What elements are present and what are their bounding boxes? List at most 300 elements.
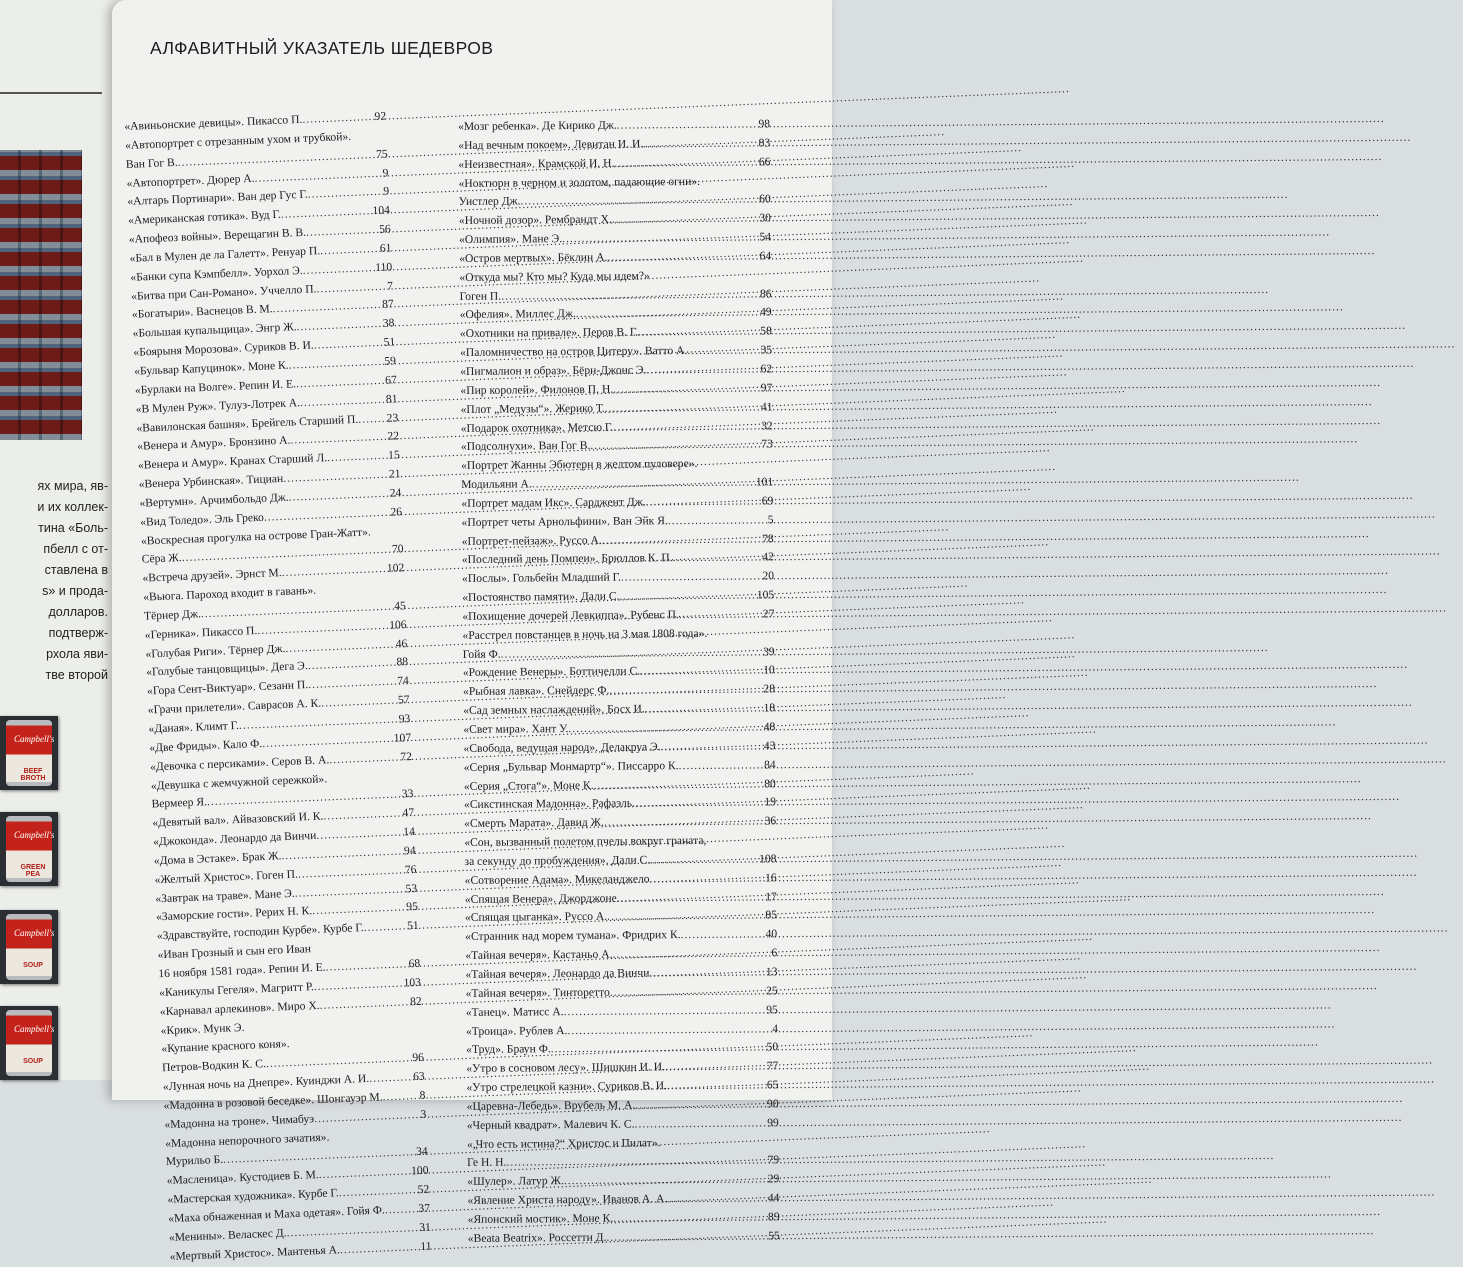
entry-title: «Джоконда». Леонардо да Винчи xyxy=(153,827,317,852)
dot-leader xyxy=(673,549,763,569)
entry-title: «Шулер». Латур Ж. xyxy=(467,1172,564,1192)
dot-leader xyxy=(532,473,756,494)
index-column-right xyxy=(458,115,780,1248)
page-number: 7 xyxy=(387,277,394,296)
page-number: 28 xyxy=(763,681,775,700)
entry-title: «Над вечным покоем». Левитан И. И. xyxy=(458,135,643,155)
page-number: 34 xyxy=(416,1143,428,1162)
text-line: s» и прода- xyxy=(0,581,108,602)
page-number: 64 xyxy=(760,247,772,266)
entry-title: «Неизвестная». Крамской И. Н. xyxy=(458,154,614,174)
entry-title: «„Что есть истина?“ Христос и Пилат». xyxy=(467,1134,661,1155)
entry-title: «Танец». Матисс А. xyxy=(466,1003,564,1023)
entry-title: «Автопортрет». Дюрер А. xyxy=(126,169,255,193)
dot-leader xyxy=(602,530,762,550)
page-number: 35 xyxy=(760,341,772,360)
page-number: 106 xyxy=(389,616,407,636)
page-number: 32 xyxy=(761,417,773,436)
entry-title: «Две Фриды». Кало Ф. xyxy=(149,735,263,758)
page-number: 30 xyxy=(759,209,771,228)
dot-leader xyxy=(327,447,389,468)
page-number: 61 xyxy=(379,239,391,258)
can-sublabel: BEEF BROTH xyxy=(14,768,52,782)
dot-leader xyxy=(646,360,760,380)
dot-leader xyxy=(632,794,764,814)
page-number: 9 xyxy=(382,164,389,183)
dot-leader xyxy=(604,813,765,833)
page-number: 107 xyxy=(393,729,411,749)
entry-title: «Девушка с жемчужной сережкой». xyxy=(150,770,327,796)
page-number: 82 xyxy=(410,992,422,1011)
page-number: 46 xyxy=(395,635,407,654)
dot-leader xyxy=(697,454,773,474)
page-number: 86 xyxy=(760,285,772,304)
entry-title: «Американская готика». Вуд Г. xyxy=(128,206,281,231)
page-number: 66 xyxy=(759,153,771,172)
dot-leader xyxy=(564,1001,767,1022)
text-line: тве второй xyxy=(0,665,108,686)
page-number: 85 xyxy=(765,907,777,926)
entry-title: «Утро в сосновом лесу». Шишкин И. И. xyxy=(466,1058,665,1079)
dot-leader xyxy=(351,126,388,146)
text-line: и их коллек- xyxy=(0,497,108,518)
entry-title: «Тайная вечеря». Кастаньо А. xyxy=(465,946,612,966)
text-line: ях мира, яв- xyxy=(0,476,108,497)
page-number: 63 xyxy=(413,1068,425,1087)
page-number: 44 xyxy=(768,1189,780,1208)
entry-title: «Троица». Рублев А. xyxy=(466,1022,568,1042)
entry-title: «Девятый вал». Айвазовский И. К. xyxy=(152,808,324,834)
page-number: 62 xyxy=(761,360,773,379)
page-number: 102 xyxy=(387,559,405,579)
entry-title: «Гора Сент-Виктуар». Сезанн П. xyxy=(147,676,309,701)
entry-title: «Расстрел повстанцев в ночь на 3 мая 1808 года». xyxy=(462,625,707,646)
entry-title: «Ноктюрн в черном и золотом, падающие огни». xyxy=(458,172,700,193)
dot-leader xyxy=(382,1087,420,1107)
entry-title: «Венера и Амур». Кранах Старший Л. xyxy=(138,449,328,475)
entry-title: «Сон, вызванный полетом пчелы вокруг граната, xyxy=(464,832,706,853)
entry-title: «Девочка с персиками». Серов В. А. xyxy=(150,751,330,777)
entry-title: «Грачи прилетели». Саврасов А. К. xyxy=(147,695,321,721)
dot-leader xyxy=(667,1076,767,1096)
page-number: 27 xyxy=(763,605,775,624)
entry-title: «Труд». Браун Ф. xyxy=(466,1041,551,1061)
page-number: 99 xyxy=(767,1114,779,1133)
dot-leader xyxy=(679,756,765,776)
text-line: долларов. xyxy=(0,602,108,623)
dot-leader xyxy=(564,1171,768,1192)
divider xyxy=(0,92,102,94)
page-number: 5 xyxy=(768,511,774,530)
entry-title: Мурильо Б. xyxy=(166,1151,224,1172)
page-title: АЛФАВИТНЫЙ УКАЗАТЕЛЬ ШЕДЕВРОВ xyxy=(150,38,493,59)
page-number: 15 xyxy=(388,446,400,465)
page-number: 70 xyxy=(392,541,404,560)
page-number: 47 xyxy=(402,804,414,823)
page-number: 90 xyxy=(767,1095,779,1114)
entry-title: «Портрет Жанны Эбютерн в желтом пуловере». xyxy=(461,455,698,476)
entry-title: «Постоянство памяти». Дали С. xyxy=(462,588,619,608)
page-number: 25 xyxy=(766,982,778,1001)
dot-leader xyxy=(668,511,768,531)
page-number: 110 xyxy=(375,258,393,278)
soup-cans-painting xyxy=(0,150,82,440)
entry-title: «Сад земных наслаждений». Босх И. xyxy=(463,701,645,721)
entry-title: «Вавилонская башня». Брейгель Старший П. xyxy=(136,410,359,438)
dot-leader xyxy=(649,963,766,983)
page-number: 57 xyxy=(398,691,410,710)
entry-title: «Вертумн». Арчимбольдо Дж. xyxy=(139,489,289,514)
entry-title: «Бал в Мулен де ла Галетт». Ренуар П. xyxy=(129,242,320,268)
index-entry xyxy=(468,1227,780,1249)
entry-title: «Маха обнаженная и Маха одетая». Гойя Ф. xyxy=(168,1201,385,1229)
entry-title: «Beata Beatrix». Россетти Д. xyxy=(468,1229,607,1249)
page-number: 97 xyxy=(761,379,773,398)
entry-title: «Завтрак на траве». Мане Э. xyxy=(155,884,295,908)
entry-title: «Боярыня Морозова». Суриков В. И. xyxy=(133,337,314,363)
page-number: 60 xyxy=(759,191,771,210)
dot-leader xyxy=(320,240,381,261)
dot-leader xyxy=(650,850,759,870)
entry-title: Ван Гог В. xyxy=(126,154,178,175)
page-number: 59 xyxy=(384,352,396,371)
page-number: 92 xyxy=(374,107,386,126)
text-line: тина «Боль- xyxy=(0,518,108,539)
dot-leader xyxy=(687,341,760,360)
can-sublabel: SOUP xyxy=(14,962,52,969)
dot-leader xyxy=(369,1068,414,1089)
entry-title: «Свет мира». Хант У. xyxy=(463,720,568,740)
can-sublabel: SOUP xyxy=(14,1058,52,1065)
can-label: Campbell's xyxy=(14,928,52,938)
dot-leader xyxy=(501,285,760,306)
page-number: 10 xyxy=(763,662,775,681)
entry-title: «Голубые танцовщицы». Дега Э. xyxy=(146,658,308,683)
entry-title: «Воскресная прогулка на острове Гран-Жатт». xyxy=(141,523,372,551)
entry-title: «Послы». Гольбейн Младший Г. xyxy=(462,569,621,589)
page-number: 33 xyxy=(401,785,413,804)
entry-title: «Автопортрет с отрезанным ухом и трубкой». xyxy=(125,128,352,156)
dot-leader xyxy=(567,1020,772,1041)
page-number: 96 xyxy=(412,1049,424,1068)
can-label: Campbell's xyxy=(14,830,52,840)
text-line: рхола яви- xyxy=(0,644,108,665)
entry-title: «Алтарь Портинари». Ван дер Гус Г. xyxy=(127,186,308,212)
page-number: 67 xyxy=(385,371,397,390)
entry-title: «Богатыри». Васнецов В. М. xyxy=(132,301,273,325)
page-number: 103 xyxy=(403,974,421,994)
entry-title: «Тайная вечеря». Леонардо да Винчи xyxy=(465,964,649,984)
entry-title: «Откуда мы? Кто мы? Куда мы идем?» xyxy=(459,267,650,288)
dot-leader xyxy=(640,662,763,682)
entry-title: «Мозг ребенка». Де Кирико Дж. xyxy=(458,117,617,137)
entry-title: «Купание красного коня». xyxy=(161,1035,290,1059)
entry-title: «Тайная вечеря». Тинторетто xyxy=(466,984,610,1004)
entry-title: 16 ноября 1581 года». Репин И. Е. xyxy=(158,959,326,985)
entry-title: Сёра Ж. xyxy=(141,549,182,569)
dot-leader xyxy=(594,775,765,795)
dot-leader xyxy=(612,944,771,964)
entry-title: «Здравствуйте, господин Курбе». Курбе Г. xyxy=(157,919,365,946)
dot-leader xyxy=(621,568,763,588)
entry-title: «Рыбная лавка». Снейдерс Ф. xyxy=(463,682,610,702)
entry-title: «Смерть Марата». Давид Ж. xyxy=(464,814,604,834)
page-number: 93 xyxy=(398,710,410,729)
entry-title: «Пир королей». Филонов П. Н. xyxy=(460,380,613,400)
entry-title: «Бурлаки на Волге». Репин И. Е. xyxy=(135,375,297,400)
page-number: 45 xyxy=(394,597,406,616)
page-number: 39 xyxy=(763,643,775,662)
page-number: 54 xyxy=(759,228,771,247)
entry-title: «Дома в Эстаке». Брак Ж. xyxy=(153,847,281,871)
page-number: 76 xyxy=(404,861,416,880)
entry-title: Вермеер Я. xyxy=(151,794,207,815)
page-number: 80 xyxy=(764,775,776,794)
page-number: 6 xyxy=(771,944,777,963)
entry-title: «Японский мостик». Моне К. xyxy=(468,1210,614,1230)
page-number: 14 xyxy=(403,823,415,842)
entry-title: «Подсолнухи». Ван Гог В. xyxy=(461,437,591,457)
page-number: 53 xyxy=(405,879,417,898)
entry-title: «Герника». Пикассо П. xyxy=(144,622,257,645)
dot-leader xyxy=(635,1095,767,1115)
entry-title: «Ночной дозор». Рембрандт Х. xyxy=(459,211,612,231)
page-number: 77 xyxy=(767,1057,779,1076)
page-number: 69 xyxy=(762,492,774,511)
can-label: Campbell's xyxy=(14,1024,52,1034)
page-number: 29 xyxy=(768,1170,780,1189)
page-number: 73 xyxy=(761,436,773,455)
entry-title: за секунду до пробуждения». Дали С. xyxy=(464,851,650,871)
page-number: 94 xyxy=(404,842,416,861)
dot-leader xyxy=(613,379,761,399)
page-number: 8 xyxy=(419,1087,426,1106)
page-number: 100 xyxy=(411,1162,429,1182)
page-number: 24 xyxy=(389,484,401,503)
page-number: 17 xyxy=(765,888,777,907)
page-number: 79 xyxy=(767,1152,779,1171)
entry-title: «Похищение дочерей Левкиппа». Рубенс П. xyxy=(462,606,679,627)
page-number: 108 xyxy=(759,850,777,869)
entry-title: «Портрет четы Арнольфини». Ван Эйк Я. xyxy=(461,512,667,533)
text-line: ставлена в xyxy=(0,560,108,581)
dot-leader xyxy=(645,700,764,720)
page-number: 81 xyxy=(386,390,398,409)
entry-title: «Серия „Стога“». Моне К. xyxy=(464,776,594,796)
dot-leader xyxy=(384,1200,418,1220)
entry-title: «Иван Грозный и сын его Иван xyxy=(157,940,311,965)
dot-leader xyxy=(646,492,762,512)
page-number: 89 xyxy=(768,1208,780,1227)
dot-leader xyxy=(609,681,763,701)
page-number: 98 xyxy=(758,115,770,134)
dot-leader xyxy=(619,587,756,607)
page-number: 21 xyxy=(389,465,401,484)
entry-title: «Битва при Сан-Романо». Уччелло П. xyxy=(131,280,317,306)
entry-title: «Плот „Медузы“». Жерико Т. xyxy=(460,399,604,419)
dot-leader xyxy=(590,436,761,456)
dot-leader xyxy=(643,134,759,154)
dot-leader xyxy=(667,1189,768,1209)
entry-title: «Крик». Мунк Э. xyxy=(160,1018,245,1040)
page-number: 88 xyxy=(396,654,408,673)
entry-title: «Лунная ночь на Днепре». Куинджи А. И. xyxy=(163,1070,370,1097)
page-number: 22 xyxy=(387,428,399,447)
entry-title: «Менины». Веласкес Д. xyxy=(169,1224,287,1248)
entry-title: «Портрет-пейзаж». Руссо А. xyxy=(462,531,602,551)
entry-title: «Сотворение Адама». Микеланджело xyxy=(465,870,650,890)
page-number: 68 xyxy=(408,955,420,974)
page-number: 40 xyxy=(765,926,777,945)
dot-leader xyxy=(568,718,764,739)
entry-title: Уистлер Дж. xyxy=(459,193,521,212)
page-number: 48 xyxy=(764,718,776,737)
dot-leader xyxy=(370,522,403,542)
entry-title: «Остров мертвых». Бёклин А. xyxy=(459,249,607,269)
dot-leader xyxy=(617,888,766,908)
entry-title: «Офелия». Миллес Дж. xyxy=(460,305,576,325)
dot-leader xyxy=(706,831,776,850)
soup-can-image xyxy=(0,1006,58,1080)
dot-leader xyxy=(617,115,759,135)
entry-title: «Бульвар Капуцинок». Моне К. xyxy=(134,357,289,382)
page-number: 72 xyxy=(400,748,412,767)
entry-title: Петров-Водкин К. С. xyxy=(162,1055,267,1078)
page-number: 37 xyxy=(418,1200,430,1219)
entry-title: «Желтый Христос». Гоген П. xyxy=(154,865,298,890)
page-number: 101 xyxy=(756,473,774,492)
entry-title: «Карнавал арлекинов». Миро Х. xyxy=(160,997,320,1022)
entry-title: «Сикстинская Мадонна». Рафаэль xyxy=(464,795,632,815)
page-number: 41 xyxy=(761,398,773,417)
page-number: 19 xyxy=(764,794,776,813)
entry-title: «Последний день Помпеи». Брюллов К. П. xyxy=(462,550,673,571)
entry-title: «Спящая цыганка». Руссо А. xyxy=(465,908,607,928)
entry-title: «Утро стрелецкой казни». Суриков В. И. xyxy=(466,1077,667,1098)
dot-leader xyxy=(638,323,760,343)
text-line: подтверж- xyxy=(0,623,108,644)
dot-leader xyxy=(607,247,759,267)
text-line: пбелл с от- xyxy=(0,539,108,560)
page-number: 104 xyxy=(372,202,390,222)
page-number: 75 xyxy=(376,145,388,164)
entry-title: «Мадонна в розовой беседке». Шонгауэр М. xyxy=(163,1088,383,1116)
entry-title: «Пигмалион и образ». Бёрн-Джонс Э. xyxy=(460,361,646,381)
dot-leader xyxy=(358,409,387,429)
entry-title: Гоген П. xyxy=(459,287,501,306)
entry-title: «Олимпия». Мане Э. xyxy=(459,230,562,250)
page-number: 9 xyxy=(383,183,390,202)
dot-leader xyxy=(610,982,766,1002)
entry-title: «Венера и Амур». Бронзино А. xyxy=(137,432,291,457)
entry-title: «В Мулен Руж». Тулуз-Лотрек А. xyxy=(135,394,300,419)
page-number: 16 xyxy=(765,869,777,888)
dot-leader xyxy=(614,153,759,173)
page-number: 36 xyxy=(764,812,776,831)
page-number: 95 xyxy=(406,898,418,917)
page-number: 18 xyxy=(763,699,775,718)
entry-title: «Мадонна непорочного зачатия». xyxy=(165,1128,330,1153)
dot-leader xyxy=(700,172,771,191)
dot-leader xyxy=(605,398,761,418)
page-number: 20 xyxy=(762,568,774,587)
page-number: 74 xyxy=(397,672,409,691)
entry-title: «Рождение Венеры». Боттичелли С. xyxy=(463,663,640,683)
entry-title: Ге Н. Н. xyxy=(467,1154,506,1173)
dot-leader xyxy=(634,1114,767,1134)
page-number: 51 xyxy=(383,333,395,352)
dot-leader xyxy=(606,1227,768,1247)
entry-title: «Паломничество на остров Цитеру». Ватто А. xyxy=(460,342,688,363)
entry-title: «Охотники на привале». Перов В. Г. xyxy=(460,324,638,344)
dot-leader xyxy=(612,210,760,230)
can-sublabel: GREEN PEA xyxy=(14,864,52,878)
entry-title: «Серия „Бульвар Монмартр“». Писсарро К. xyxy=(464,757,679,778)
dot-leader xyxy=(506,1152,767,1173)
page-number: 50 xyxy=(766,1039,778,1058)
page-number: 51 xyxy=(407,917,419,936)
soup-can-image xyxy=(0,716,58,790)
page-number: 83 xyxy=(759,134,771,153)
page-number: 56 xyxy=(379,220,391,239)
entry-title: «Авиньонские девицы». Пикассо П. xyxy=(124,111,303,137)
entry-title: «Явление Христа народу». Иванов А. А. xyxy=(467,1190,667,1211)
dot-leader xyxy=(363,918,407,939)
entry-title: «Даная». Климт Г. xyxy=(148,717,239,739)
page-number: 42 xyxy=(762,549,774,568)
dot-leader xyxy=(562,228,759,249)
page-number: 87 xyxy=(382,296,394,315)
dot-leader xyxy=(650,266,772,286)
entry-title: «Встреча друзей». Эрнст М. xyxy=(142,564,282,588)
entry-title: «Черный квадрат». Малевич К. С. xyxy=(467,1115,635,1135)
page-number: 105 xyxy=(757,586,775,605)
dot-leader xyxy=(681,926,766,946)
entry-title: «Царевна-Лебедь». Врубель М. А. xyxy=(467,1096,636,1116)
entry-title: «Масленица». Кустодиев Б. М. xyxy=(166,1166,319,1191)
entry-title: «Голубая Риги». Тёрнер Дж. xyxy=(145,640,286,664)
page-number: 58 xyxy=(760,323,772,342)
page-number: 3 xyxy=(420,1105,427,1124)
page-number: 95 xyxy=(766,1001,778,1020)
entry-title: «Каникулы Гегеля». Магритт Р. xyxy=(159,978,314,1003)
dot-leader xyxy=(660,737,763,757)
entry-title: Модильяни А. xyxy=(461,475,532,494)
entry-title: «Мастерская художника». Курбе Г. xyxy=(167,1184,339,1210)
page-number: 26 xyxy=(390,503,402,522)
page-number: 49 xyxy=(760,304,772,323)
soup-can-image xyxy=(0,812,58,886)
dot-leader xyxy=(649,869,765,889)
dot-leader xyxy=(340,1238,421,1260)
page-number: 65 xyxy=(767,1076,779,1095)
page-number: 31 xyxy=(419,1218,431,1237)
entry-title: «Свобода, ведущая народ». Делакруа Э. xyxy=(463,738,660,759)
page-number: 84 xyxy=(764,756,776,775)
dot-leader xyxy=(665,1058,767,1078)
dot-leader xyxy=(501,643,764,664)
page-number: 38 xyxy=(383,315,395,334)
soup-can-image xyxy=(0,910,58,984)
dot-leader xyxy=(613,1208,768,1228)
dot-leader xyxy=(679,605,763,625)
entry-title: «Банки супа Кэмпбелл». Уорхол Э. xyxy=(130,262,303,288)
entry-title: «Спящая Венера». Джорджоне xyxy=(465,889,617,909)
dot-leader xyxy=(576,304,760,324)
entry-title: Гойя Ф. xyxy=(463,645,501,664)
page-number: 78 xyxy=(762,530,774,549)
page-number: 55 xyxy=(768,1227,780,1246)
